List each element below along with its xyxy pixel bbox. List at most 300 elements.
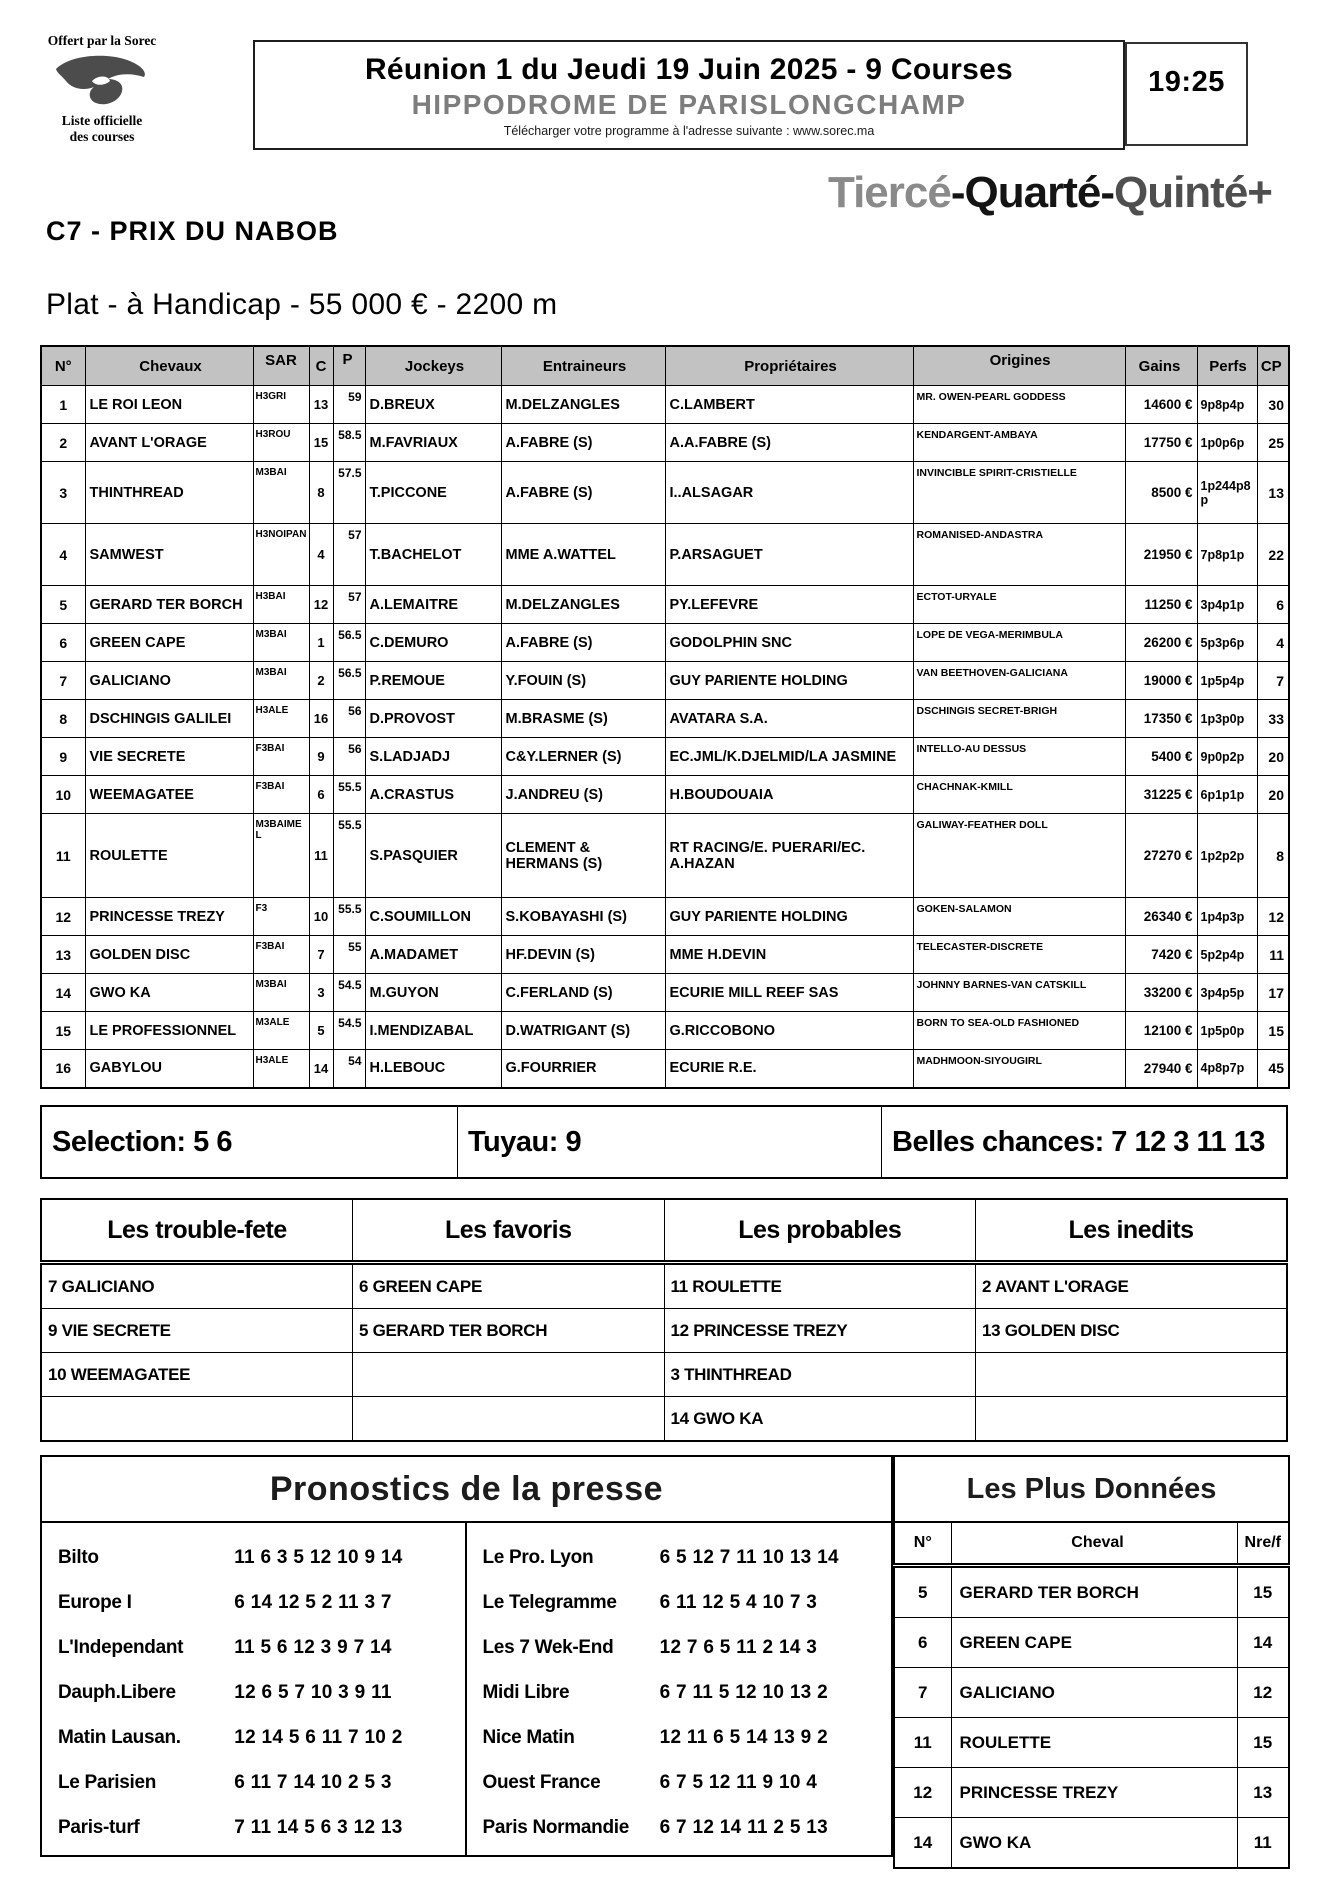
runner-sar: M3BAI xyxy=(253,974,309,1012)
meeting-title-box xyxy=(253,40,1125,150)
runner-corde: 9 xyxy=(309,738,333,776)
runners-body xyxy=(41,386,1289,1088)
category-cell-probables: 11 ROULETTE xyxy=(664,1263,976,1309)
category-cell-inedits xyxy=(976,1353,1288,1397)
runner-trainer: G.FOURRIER xyxy=(501,1050,665,1088)
plus-donnees-body xyxy=(894,1566,1289,1869)
runners-col-poids: P xyxy=(333,346,365,386)
runner-row xyxy=(41,974,1289,1012)
runner-horse: GABYLOU xyxy=(85,1050,253,1088)
runner-perfs: 9p0p2p xyxy=(1197,738,1257,776)
runner-corde: 3 xyxy=(309,974,333,1012)
runner-horse: LE PROFESSIONNEL xyxy=(85,1012,253,1050)
plus-nref: 12 xyxy=(1237,1668,1289,1718)
runner-owner: P.ARSAGUET xyxy=(665,524,913,586)
runner-gains: 27270 € xyxy=(1125,814,1197,898)
runner-owner: GODOLPHIN SNC xyxy=(665,624,913,662)
race-conditions: Plat - à Handicap - 55 000 € - 2200 m xyxy=(46,288,558,321)
runner-gains: 33200 € xyxy=(1125,974,1197,1012)
runner-poids: 55.5 xyxy=(333,898,365,936)
runner-jockey: H.LEBOUC xyxy=(365,1050,501,1088)
logo-caption-top: Offert par la Sorec xyxy=(47,33,157,48)
runners-col-cp: CP xyxy=(1257,346,1289,386)
runner-jockey: M.GUYON xyxy=(365,974,501,1012)
runner-owner: ECURIE MILL REEF SAS xyxy=(665,974,913,1012)
press-journal-name: Le Telegramme xyxy=(482,1591,617,1613)
runner-trainer: A.FABRE (S) xyxy=(501,424,665,462)
runner-number: 10 xyxy=(41,776,85,814)
runner-row xyxy=(41,462,1289,524)
press-journal-picks: 6 7 12 14 11 2 5 13 xyxy=(659,1816,828,1838)
runner-jockey: T.BACHELOT xyxy=(365,524,501,586)
press-row xyxy=(58,1715,459,1760)
runner-poids: 56 xyxy=(333,738,365,776)
runner-number: 7 xyxy=(41,662,85,700)
runner-origins: LOPE DE VEGA-MERIMBULA xyxy=(913,624,1125,662)
runner-trainer: C&Y.LERNER (S) xyxy=(501,738,665,776)
category-cell-inedits xyxy=(976,1397,1288,1442)
runner-sar: M3ALE xyxy=(253,1012,309,1050)
runner-corde: 7 xyxy=(309,936,333,974)
bet-type-part-3: Quinté+ xyxy=(1113,168,1272,217)
runner-poids: 54 xyxy=(333,1050,365,1088)
plus-row xyxy=(894,1718,1289,1768)
runner-row xyxy=(41,898,1289,936)
runner-horse: GERARD TER BORCH xyxy=(85,586,253,624)
runners-col-jockey: Jockeys xyxy=(365,346,501,386)
press-pronostics xyxy=(40,1455,893,1857)
runner-gains: 17350 € xyxy=(1125,700,1197,738)
category-cell-trouble-fete: 10 WEEMAGATEE xyxy=(41,1353,353,1397)
runner-origins: KENDARGENT-AMBAYA xyxy=(913,424,1125,462)
runner-owner: H.BOUDOUAIA xyxy=(665,776,913,814)
category-row xyxy=(41,1309,1287,1353)
runner-number: 9 xyxy=(41,738,85,776)
runner-number: 15 xyxy=(41,1012,85,1050)
press-row xyxy=(58,1580,459,1625)
press-journal-name: Paris Normandie xyxy=(482,1816,629,1838)
runner-gains: 5400 € xyxy=(1125,738,1197,776)
runner-horse: VIE SECRETE xyxy=(85,738,253,776)
runner-origins: GOKEN-SALAMON xyxy=(913,898,1125,936)
runner-poids: 57.5 xyxy=(333,462,365,524)
hippodrome-name: HIPPODROME DE PARISLONGCHAMP xyxy=(411,88,967,120)
runner-perfs: 1p5p4p xyxy=(1197,662,1257,700)
runner-corde: 14 xyxy=(309,1050,333,1088)
runner-owner: ECURIE R.E. xyxy=(665,1050,913,1088)
runner-cp: 20 xyxy=(1257,776,1289,814)
runner-origins: DSCHINGIS SECRET-BRIGH xyxy=(913,700,1125,738)
category-cell-probables: 3 THINTHREAD xyxy=(664,1353,976,1397)
runner-perfs: 1p5p0p xyxy=(1197,1012,1257,1050)
runner-gains: 31225 € xyxy=(1125,776,1197,814)
runner-origins: INTELLO-AU DESSUS xyxy=(913,738,1125,776)
runner-trainer: M.DELZANGLES xyxy=(501,586,665,624)
runner-cp: 6 xyxy=(1257,586,1289,624)
press-row xyxy=(58,1670,459,1715)
runner-cp: 13 xyxy=(1257,462,1289,524)
plus-number: 5 xyxy=(894,1566,951,1618)
runner-corde: 4 xyxy=(309,524,333,586)
runner-row xyxy=(41,624,1289,662)
runner-sar: F3BAI xyxy=(253,776,309,814)
press-journal-picks: 12 11 6 5 14 13 9 2 xyxy=(659,1726,828,1748)
runner-sar: H3BAI xyxy=(253,586,309,624)
runner-row xyxy=(41,936,1289,974)
runner-jockey: I.MENDIZABAL xyxy=(365,1012,501,1050)
runner-perfs: 3p4p1p xyxy=(1197,586,1257,624)
plus-row xyxy=(894,1668,1289,1718)
category-cell-probables: 12 PRINCESSE TREZY xyxy=(664,1309,976,1353)
runner-owner: GUY PARIENTE HOLDING xyxy=(665,898,913,936)
runner-trainer: HF.DEVIN (S) xyxy=(501,936,665,974)
runner-jockey: S.LADJADJ xyxy=(365,738,501,776)
runner-jockey: C.DEMURO xyxy=(365,624,501,662)
runner-origins: INVINCIBLE SPIRIT-CRISTIELLE xyxy=(913,462,1125,524)
press-journal-picks: 6 7 11 5 12 10 13 2 xyxy=(659,1681,828,1703)
plus-nref: 14 xyxy=(1237,1618,1289,1668)
runner-cp: 30 xyxy=(1257,386,1289,424)
runners-col-corde: C xyxy=(309,346,333,386)
runner-gains: 12100 € xyxy=(1125,1012,1197,1050)
runner-number: 8 xyxy=(41,700,85,738)
category-cell-favoris: 5 GERARD TER BORCH xyxy=(353,1309,665,1353)
sorec-horse-logo-icon xyxy=(52,51,152,111)
runner-corde: 12 xyxy=(309,586,333,624)
plus-number: 7 xyxy=(894,1668,951,1718)
runner-number: 12 xyxy=(41,898,85,936)
runner-row xyxy=(41,1012,1289,1050)
runner-cp: 17 xyxy=(1257,974,1289,1012)
category-header-trouble-fete: Les trouble-fete xyxy=(41,1199,353,1263)
runner-gains: 19000 € xyxy=(1125,662,1197,700)
category-row xyxy=(41,1263,1287,1309)
runner-sar: M3BAI xyxy=(253,662,309,700)
category-cell-trouble-fete: 9 VIE SECRETE xyxy=(41,1309,353,1353)
plus-horse: GERARD TER BORCH xyxy=(951,1566,1237,1618)
runner-jockey: A.MADAMET xyxy=(365,936,501,974)
press-journal-name: Le Pro. Lyon xyxy=(482,1546,594,1568)
runner-number: 4 xyxy=(41,524,85,586)
press-row xyxy=(58,1625,459,1670)
categories-table xyxy=(40,1198,1288,1442)
runner-row xyxy=(41,814,1289,898)
runner-cp: 45 xyxy=(1257,1050,1289,1088)
runner-perfs: 1p0p6p xyxy=(1197,424,1257,462)
plus-col-number: N° xyxy=(894,1522,951,1566)
category-cell-inedits: 13 GOLDEN DISC xyxy=(976,1309,1288,1353)
runner-owner: RT RACING/E. PUERARI/EC. A.HAZAN xyxy=(665,814,913,898)
runner-trainer: CLEMENT & HERMANS (S) xyxy=(501,814,665,898)
runner-corde: 15 xyxy=(309,424,333,462)
runner-horse: PRINCESSE TREZY xyxy=(85,898,253,936)
logo-caption-bottom-2: des courses xyxy=(69,129,135,145)
plus-nref: 15 xyxy=(1237,1566,1289,1618)
runner-perfs: 5p3p6p xyxy=(1197,624,1257,662)
runner-horse: ROULETTE xyxy=(85,814,253,898)
runner-number: 5 xyxy=(41,586,85,624)
runner-number: 14 xyxy=(41,974,85,1012)
runner-horse: WEEMAGATEE xyxy=(85,776,253,814)
runner-jockey: A.LEMAITRE xyxy=(365,586,501,624)
runner-perfs: 1p2p2p xyxy=(1197,814,1257,898)
category-header-inedits: Les inedits xyxy=(976,1199,1288,1263)
category-cell-favoris xyxy=(353,1397,665,1442)
plus-horse: GWO KA xyxy=(951,1818,1237,1869)
runner-perfs: 1p3p0p xyxy=(1197,700,1257,738)
runner-cp: 22 xyxy=(1257,524,1289,586)
runner-cp: 20 xyxy=(1257,738,1289,776)
runner-trainer: M.DELZANGLES xyxy=(501,386,665,424)
runners-table xyxy=(40,345,1290,1089)
runner-number: 2 xyxy=(41,424,85,462)
category-row xyxy=(41,1397,1287,1442)
runner-poids: 57 xyxy=(333,586,365,624)
press-journal-picks: 6 11 12 5 4 10 7 3 xyxy=(659,1591,818,1613)
runner-horse: AVANT L'ORAGE xyxy=(85,424,253,462)
press-journal-picks: 12 14 5 6 11 7 10 2 xyxy=(234,1726,403,1748)
runner-sar: M3BAI xyxy=(253,462,309,524)
runner-row xyxy=(41,738,1289,776)
runners-col-gains: Gains xyxy=(1125,346,1197,386)
runner-corde: 13 xyxy=(309,386,333,424)
runner-trainer: A.FABRE (S) xyxy=(501,624,665,662)
runner-number: 13 xyxy=(41,936,85,974)
runner-gains: 26340 € xyxy=(1125,898,1197,936)
runner-gains: 8500 € xyxy=(1125,462,1197,524)
race-time-box xyxy=(1125,42,1248,146)
runners-col-perfs: Perfs xyxy=(1197,346,1257,386)
belles-chances-cell: Belles chances: 7 12 3 11 13 xyxy=(892,1125,1265,1158)
runner-horse: GREEN CAPE xyxy=(85,624,253,662)
press-journal-picks: 6 5 12 7 11 10 13 14 xyxy=(659,1546,839,1568)
race-time: 19:25 xyxy=(1148,65,1225,98)
race-title: C7 - PRIX DU NABOB xyxy=(46,216,339,246)
runner-owner: AVATARA S.A. xyxy=(665,700,913,738)
runner-poids: 54.5 xyxy=(333,1012,365,1050)
runner-sar: H3NOIPAN xyxy=(253,524,309,586)
runner-perfs: 1p244p8p xyxy=(1197,462,1257,524)
runner-cp: 15 xyxy=(1257,1012,1289,1050)
runner-gains: 7420 € xyxy=(1125,936,1197,974)
runner-poids: 58.5 xyxy=(333,424,365,462)
runner-horse: GOLDEN DISC xyxy=(85,936,253,974)
runner-origins: GALIWAY-FEATHER DOLL xyxy=(913,814,1125,898)
runner-origins: BORN TO SEA-OLD FASHIONED xyxy=(913,1012,1125,1050)
runners-col-sar: SAR xyxy=(253,346,309,386)
plus-horse: GALICIANO xyxy=(951,1668,1237,1718)
press-journal-picks: 11 6 3 5 12 10 9 14 xyxy=(234,1546,403,1568)
category-header-probables: Les probables xyxy=(664,1199,976,1263)
plus-row xyxy=(894,1768,1289,1818)
runner-origins: ROMANISED-ANDASTRA xyxy=(913,524,1125,586)
runner-number: 6 xyxy=(41,624,85,662)
plus-col-nref: Nre/f xyxy=(1237,1522,1289,1566)
runner-perfs: 1p4p3p xyxy=(1197,898,1257,936)
plus-row xyxy=(894,1818,1289,1869)
runner-gains: 21950 € xyxy=(1125,524,1197,586)
runner-poids: 57 xyxy=(333,524,365,586)
runner-owner: C.LAMBERT xyxy=(665,386,913,424)
runner-cp: 25 xyxy=(1257,424,1289,462)
runner-jockey: T.PICCONE xyxy=(365,462,501,524)
runner-origins: MR. OWEN-PEARL GODDESS xyxy=(913,386,1125,424)
runner-trainer: Y.FOUIN (S) xyxy=(501,662,665,700)
runner-corde: 2 xyxy=(309,662,333,700)
runner-sar: H3ROU xyxy=(253,424,309,462)
selection-cell: Selection: 5 6 xyxy=(42,1107,458,1177)
plus-number: 12 xyxy=(894,1768,951,1818)
runner-sar: F3 xyxy=(253,898,309,936)
runner-jockey: D.BREUX xyxy=(365,386,501,424)
category-cell-favoris: 6 GREEN CAPE xyxy=(353,1263,665,1309)
runner-perfs: 4p8p7p xyxy=(1197,1050,1257,1088)
press-journal-picks: 6 7 5 12 11 9 10 4 xyxy=(659,1771,818,1793)
press-journal-name: Matin Lausan. xyxy=(58,1726,181,1748)
runner-horse: LE ROI LEON xyxy=(85,386,253,424)
runner-jockey: P.REMOUE xyxy=(365,662,501,700)
download-note: Télécharger votre programme à l'adresse suivante : www.sorec.ma xyxy=(503,123,875,138)
press-row xyxy=(483,1580,886,1625)
press-row xyxy=(58,1535,459,1580)
press-journal-name: Bilto xyxy=(58,1546,99,1568)
plus-nref: 13 xyxy=(1237,1768,1289,1818)
press-journal-name: L'Independant xyxy=(58,1636,184,1658)
press-row xyxy=(483,1670,886,1715)
runners-col-origins: Origines xyxy=(913,346,1125,386)
runner-sar: F3BAI xyxy=(253,936,309,974)
runner-cp: 33 xyxy=(1257,700,1289,738)
press-journal-picks: 12 7 6 5 11 2 14 3 xyxy=(659,1636,818,1658)
press-journal-picks: 6 14 12 5 2 11 3 7 xyxy=(234,1591,392,1613)
press-body xyxy=(42,1523,891,1857)
plus-horse: PRINCESSE TREZY xyxy=(951,1768,1237,1818)
runner-trainer: C.FERLAND (S) xyxy=(501,974,665,1012)
runner-horse: SAMWEST xyxy=(85,524,253,586)
runner-owner: A.A.FABRE (S) xyxy=(665,424,913,462)
press-journal-name: Les 7 Wek-End xyxy=(482,1636,614,1658)
category-cell-inedits: 2 AVANT L'ORAGE xyxy=(976,1263,1288,1309)
plus-number: 6 xyxy=(894,1618,951,1668)
runner-number: 11 xyxy=(41,814,85,898)
category-cell-trouble-fete xyxy=(41,1397,353,1442)
runner-corde: 6 xyxy=(309,776,333,814)
runner-origins: ECTOT-URYALE xyxy=(913,586,1125,624)
plus-donnees-header-row xyxy=(894,1522,1289,1566)
runner-gains: 17750 € xyxy=(1125,424,1197,462)
runner-gains: 14600 € xyxy=(1125,386,1197,424)
runner-corde: 8 xyxy=(309,462,333,524)
bet-types xyxy=(828,168,1272,218)
runner-origins: TELECASTER-DISCRETE xyxy=(913,936,1125,974)
runner-trainer: S.KOBAYASHI (S) xyxy=(501,898,665,936)
category-row xyxy=(41,1353,1287,1397)
runners-col-horse: Chevaux xyxy=(85,346,253,386)
press-journal-name: Dauph.Libere xyxy=(58,1681,176,1703)
runner-number: 1 xyxy=(41,386,85,424)
runner-jockey: S.PASQUIER xyxy=(365,814,501,898)
runner-jockey: M.FAVRIAUX xyxy=(365,424,501,462)
press-row xyxy=(483,1535,886,1580)
plus-nref: 15 xyxy=(1237,1718,1289,1768)
plus-horse: ROULETTE xyxy=(951,1718,1237,1768)
runner-owner: G.RICCOBONO xyxy=(665,1012,913,1050)
press-row xyxy=(483,1805,886,1850)
runner-row xyxy=(41,662,1289,700)
runner-owner: I..ALSAGAR xyxy=(665,462,913,524)
press-row xyxy=(58,1805,459,1850)
runners-col-owner: Propriétaires xyxy=(665,346,913,386)
press-journal-picks: 12 6 5 7 10 3 9 11 xyxy=(234,1681,392,1703)
press-row xyxy=(483,1715,886,1760)
runner-owner: GUY PARIENTE HOLDING xyxy=(665,662,913,700)
runner-cp: 4 xyxy=(1257,624,1289,662)
runner-owner: EC.JML/K.DJELMID/LA JASMINE xyxy=(665,738,913,776)
press-journal-name: Paris-turf xyxy=(58,1816,140,1838)
runner-row xyxy=(41,586,1289,624)
runner-owner: PY.LEFEVRE xyxy=(665,586,913,624)
runner-corde: 1 xyxy=(309,624,333,662)
runner-origins: CHACHNAK-KMILL xyxy=(913,776,1125,814)
runner-row xyxy=(41,424,1289,462)
runner-sar: M3BAI xyxy=(253,624,309,662)
sorec-logo xyxy=(38,33,166,160)
runner-corde: 5 xyxy=(309,1012,333,1050)
press-journal-picks: 11 5 6 12 3 9 7 14 xyxy=(234,1636,392,1658)
runner-row xyxy=(41,524,1289,586)
plus-horse: GREEN CAPE xyxy=(951,1618,1237,1668)
runner-perfs: 5p2p4p xyxy=(1197,936,1257,974)
plus-col-horse: Cheval xyxy=(951,1522,1237,1566)
runner-corde: 16 xyxy=(309,700,333,738)
runner-poids: 54.5 xyxy=(333,974,365,1012)
runner-cp: 12 xyxy=(1257,898,1289,936)
plus-nref: 11 xyxy=(1237,1818,1289,1869)
meeting-title: Réunion 1 du Jeudi 19 Juin 2025 - 9 Courses xyxy=(364,52,1014,86)
runner-poids: 56 xyxy=(333,700,365,738)
runner-sar: H3GRI xyxy=(253,386,309,424)
runner-number: 16 xyxy=(41,1050,85,1088)
categories-body xyxy=(41,1263,1287,1442)
press-column-right xyxy=(467,1523,892,1857)
runner-jockey: C.SOUMILLON xyxy=(365,898,501,936)
runner-perfs: 3p4p5p xyxy=(1197,974,1257,1012)
runner-perfs: 7p8p1p xyxy=(1197,524,1257,586)
runner-jockey: A.CRASTUS xyxy=(365,776,501,814)
runners-col-trainer: Entraineurs xyxy=(501,346,665,386)
runner-perfs: 6p1p1p xyxy=(1197,776,1257,814)
press-column-left xyxy=(42,1523,467,1857)
runner-trainer: M.BRASME (S) xyxy=(501,700,665,738)
runner-jockey: D.PROVOST xyxy=(365,700,501,738)
runner-cp: 8 xyxy=(1257,814,1289,898)
runner-trainer: J.ANDREU (S) xyxy=(501,776,665,814)
runner-origins: VAN BEETHOVEN-GALICIANA xyxy=(913,662,1125,700)
runner-sar: M3BAIMEL xyxy=(253,814,309,898)
press-row xyxy=(483,1760,886,1805)
runner-cp: 7 xyxy=(1257,662,1289,700)
runner-owner: MME H.DEVIN xyxy=(665,936,913,974)
plus-row xyxy=(894,1618,1289,1668)
runner-gains: 11250 € xyxy=(1125,586,1197,624)
press-journal-name: Midi Libre xyxy=(482,1681,570,1703)
selection-bar xyxy=(40,1105,1288,1179)
runner-trainer: MME A.WATTEL xyxy=(501,524,665,586)
runner-row xyxy=(41,700,1289,738)
runner-horse: DSCHINGIS GALILEI xyxy=(85,700,253,738)
runner-sar: H3ALE xyxy=(253,700,309,738)
plus-donnees-title: Les Plus Données xyxy=(894,1456,1289,1522)
